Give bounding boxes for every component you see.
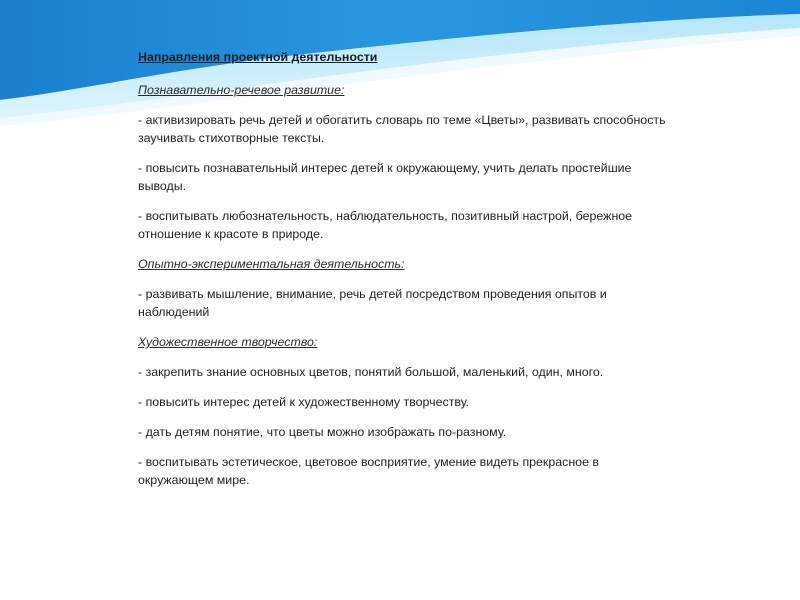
bullet-paragraph: - повысить познавательный интерес детей к окружающему, учить делать простейшие выводы. xyxy=(138,161,632,193)
bullet-paragraph: - воспитывать любознательность, наблюдательность, позитивный настрой, бережное отношение к красоте в природе. xyxy=(138,209,633,241)
section-heading: Познавательно-речевое развитие: xyxy=(138,83,345,97)
bullet-paragraph: - активизировать речь детей и обогатить словарь по теме «Цветы», развивать способность заучивать стихотворные тексты. xyxy=(138,113,666,145)
slide-title: Направления проектной деятельности xyxy=(138,50,378,64)
bullet-paragraph: - повысить интерес детей к художественному творчеству. xyxy=(138,395,470,409)
section-heading: Художественное творчество: xyxy=(138,335,318,349)
bullet-paragraph: - развивать мышление, внимание, речь детей посредством проведения опытов и наблюдений xyxy=(138,287,607,319)
section-heading: Опытно-экспериментальная деятельность: xyxy=(138,257,405,271)
slide-content xyxy=(138,48,668,501)
content-list xyxy=(138,81,668,489)
bullet-paragraph: - дать детям понятие, что цветы можно изображать по-разному. xyxy=(138,425,507,439)
bullet-paragraph: - воспитывать эстетическое, цветовое восприятие, умение видеть прекрасное в окружающем мире. xyxy=(138,455,599,487)
bullet-paragraph: - закрепить знание основных цветов, понятий большой, маленький, один, много. xyxy=(138,365,604,379)
